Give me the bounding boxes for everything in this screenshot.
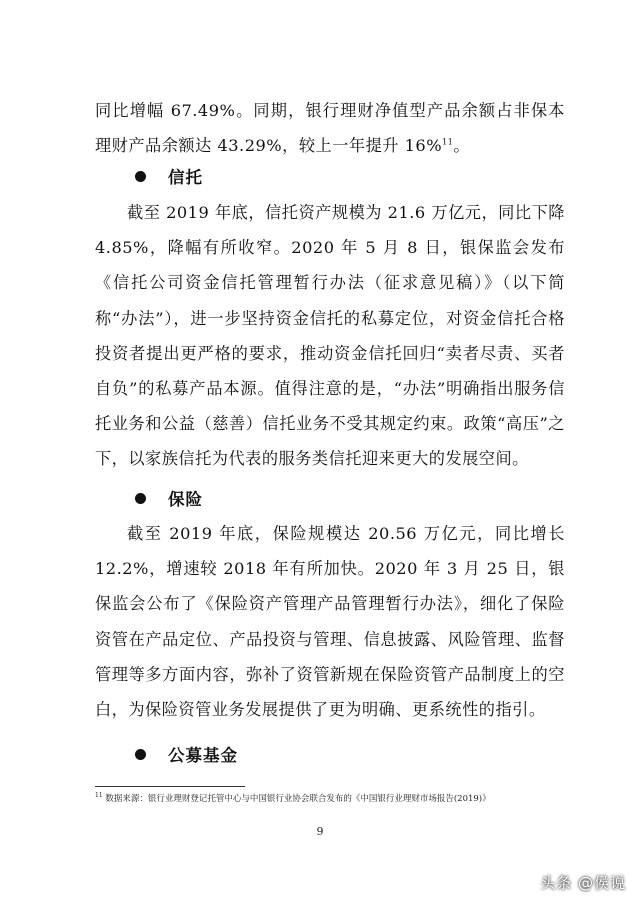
heading-insurance-label: 保险: [168, 490, 203, 509]
footnote-divider: [95, 786, 245, 787]
intro-end: 。: [453, 136, 470, 156]
bullet-icon: [135, 749, 146, 760]
heading-insurance: [135, 486, 203, 510]
footnote-number: 11: [95, 792, 103, 800]
heading-trust-label: 信托: [168, 168, 203, 187]
bullet-icon: [135, 493, 146, 504]
watermark: 头条 @侯说: [540, 874, 626, 892]
footnote-ref: 11: [442, 137, 454, 147]
bullet-icon: [135, 171, 146, 182]
footnote: [95, 792, 565, 806]
heading-fund: [135, 742, 238, 766]
footnote-text: 数据来源：银行业理财登记托管中心与中国银行业协会联合发布的《中国银行业理财市场报告(2019)》: [102, 794, 491, 804]
trust-paragraph: 截至 2019 年底，信托资产规模为 21.6 万亿元，同比下降 4.85%，降幅有所收窄。2020 年 5 月 8 日，银保监会发布《信托公司资金信托管理暂行办法（征求意见稿）》（以下简称“办法”），进一步坚持资金信托的私募定位，对资金信托合格投资者提出更严格的要求，推动资金信托回归“卖者尽责、买者自负”的私募产品本源。值得注意的是，“办法”明确指出服务信托业务和公益（慈善）信托业务不受其规定约束。政策“高压”之下，以家族信托为代表的服务类信托迎来更大的发展空间。: [95, 203, 565, 469]
intro-paragraph: [95, 93, 565, 163]
heading-fund-label: 公募基金: [168, 746, 238, 765]
page-number: 9: [316, 825, 324, 838]
intro-text: 同比增幅 67.49%。同期，银行理财净值型产品余额占非保本理财产品余额达 43.29%，较上一年提升 16%: [95, 101, 565, 156]
heading-trust: [135, 164, 203, 188]
insurance-paragraph: 截至 2019 年底，保险规模达 20.56 万亿元，同比增长 12.2%，增速较 2018 年有所加快。2020 年 3 月 25 日，银保监会公布了《保险资产管理产品管理暂行办法》，细化了保险资管在产品定位、产品投资与管理、信息披露、风险管理、监督管理等多方面内容，弥补了资管新规在保险资管产品制度上的空白，为保险资管业务发展提供了更为明确、更系统性的指引。: [95, 524, 565, 720]
